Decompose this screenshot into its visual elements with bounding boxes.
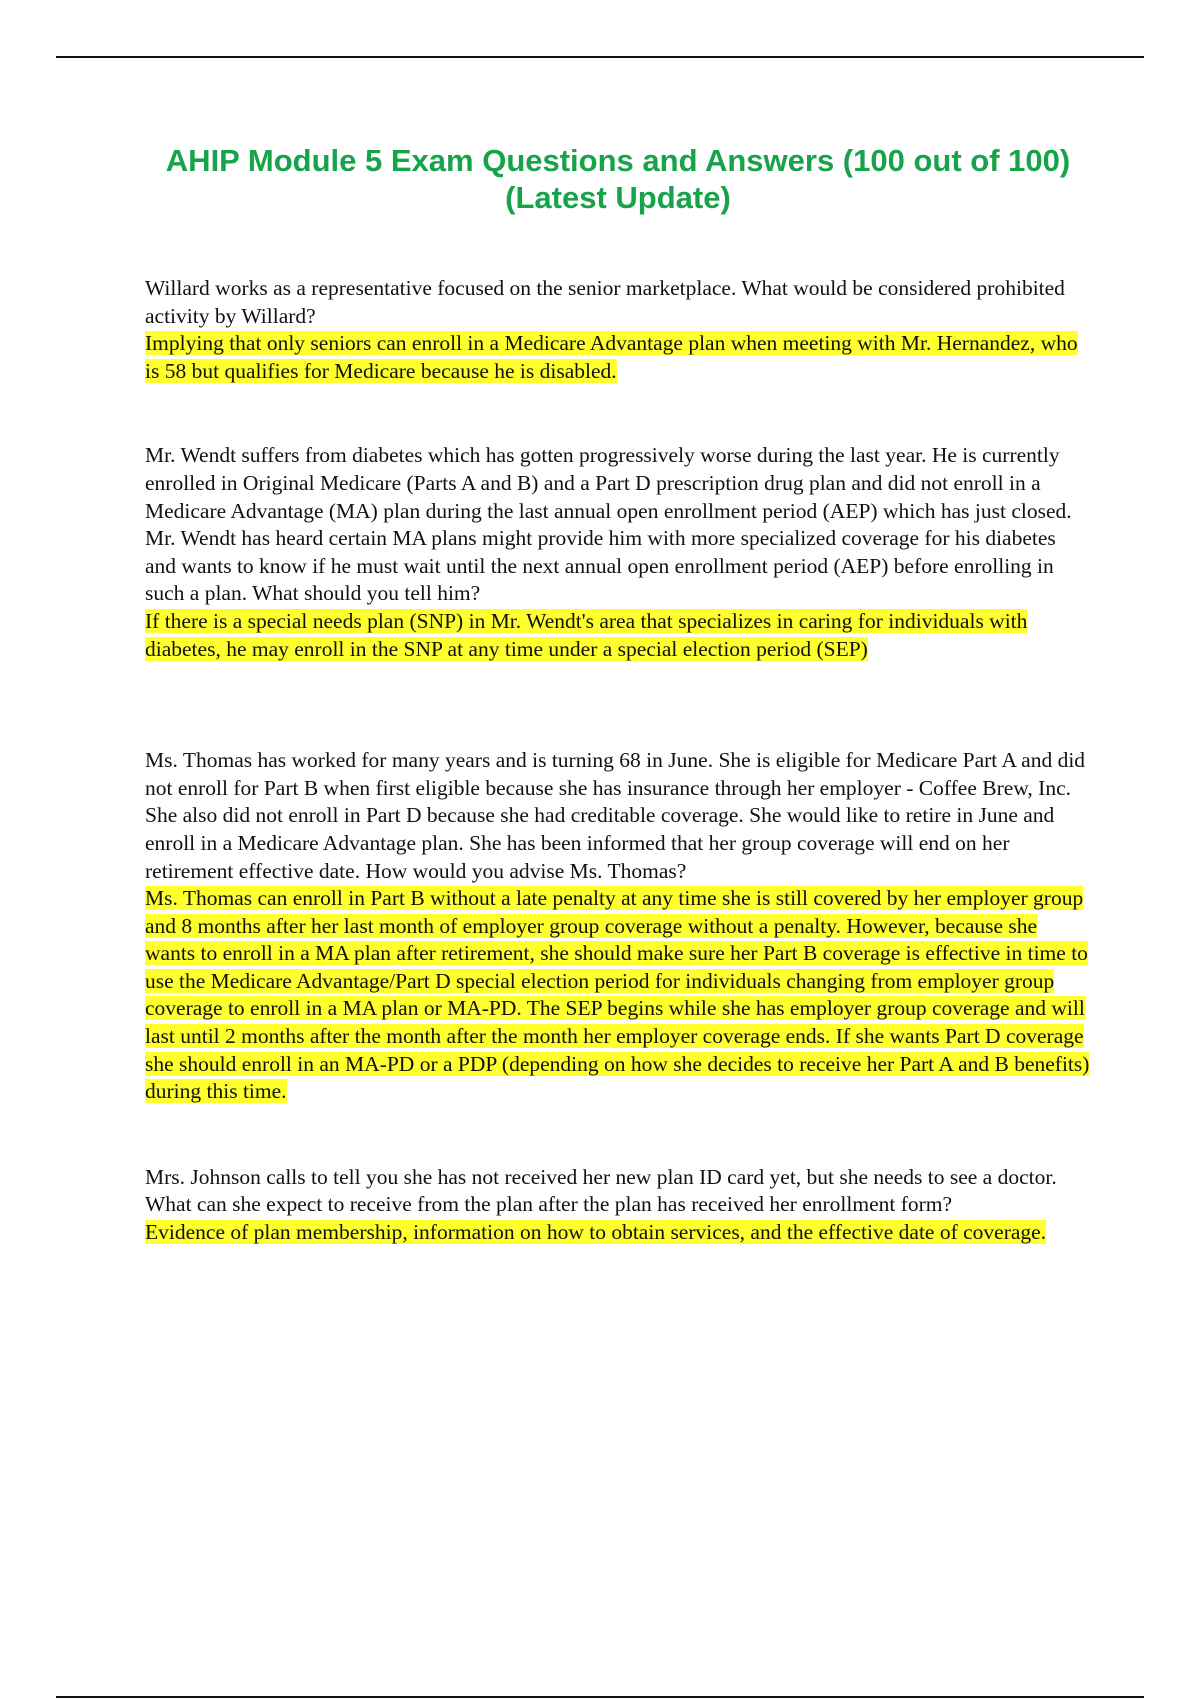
question-2: Mr. Wendt suffers from diabetes which has gotten progressively worse during the last year. He is currently enrolled in Original Medicare (Parts A and B) and a Part D prescription drug plan and did not enroll in a Medicare Advantage (MA) plan during the last annual open enrollment period (AEP) which has just closed. Mr. Wendt has heard certain MA plans might provide him with more specialized coverage for his diabetes and wants to know if he must wait until the next annual open enrollment period (AEP) before enrolling in such a plan. What should you tell him? [145,443,1072,606]
answer-3: Ms. Thomas can enroll in Part B without a late penalty at any time she is still covered by her employer group and 8 months after her last month of employer group coverage without a penalty. However, because she wants to enroll in a MA plan after retirement, she should make sure her Part B coverage is effective in time to use the Medicare Advantage/Part D special election period for individuals changing from employer group coverage to enroll in a MA plan or MA-PD. The SEP begins while she has employer group coverage and will last until 2 months after the month after the month her employer coverage ends. If she wants Part D coverage she should enroll in an MA-PD or a PDP (depending on how she decides to receive her Part A and B benefits) during this time. [145,886,1090,1104]
question-3: Ms. Thomas has worked for many years and is turning 68 in June. She is eligible for Medicare Part A and did not enroll for Part B when first eligible because she has insurance through her employer - Coffee Brew, Inc. She also did not enroll in Part D because she had creditable coverage. She would like to retire in June and enroll in a Medicare Advantage plan. She has been informed that her group coverage will end on her retirement effective date. How would you advise Ms. Thomas? [145,748,1086,883]
qa-item-4 [145,1164,1090,1247]
qa-list [145,275,1090,1247]
question-4: Mrs. Johnson calls to tell you she has not received her new plan ID card yet, but she needs to see a doctor. What can she expect to receive from the plan after the plan has received her enrollment form? [145,1164,1057,1217]
bottom-rule [56,1696,1144,1698]
qa-item-2 [145,442,1090,663]
answer-1: Implying that only seniors can enroll in a Medicare Advantage plan when meeting with Mr. Hernandez, who is 58 but qualifies for Medicare because he is disabled. [145,331,1078,383]
answer-4: Evidence of plan membership, information on how to obtain services, and the effective date of coverage. [145,1220,1047,1245]
qa-item-3 [145,747,1090,1106]
document-title: AHIP Module 5 Exam Questions and Answers (100 out of 100) (Latest Update) [165,143,1071,215]
qa-item-1 [145,275,1090,385]
answer-2: If there is a special needs plan (SNP) in Mr. Wendt's area that specializes in caring for individuals with diabetes, he may enroll in the SNP at any time under a special election period (SEP) [145,608,1028,661]
question-1: Willard works as a representative focused on the senior marketplace. What would be considered prohibited activity by Willard? [145,276,1065,328]
top-rule [56,56,1144,58]
